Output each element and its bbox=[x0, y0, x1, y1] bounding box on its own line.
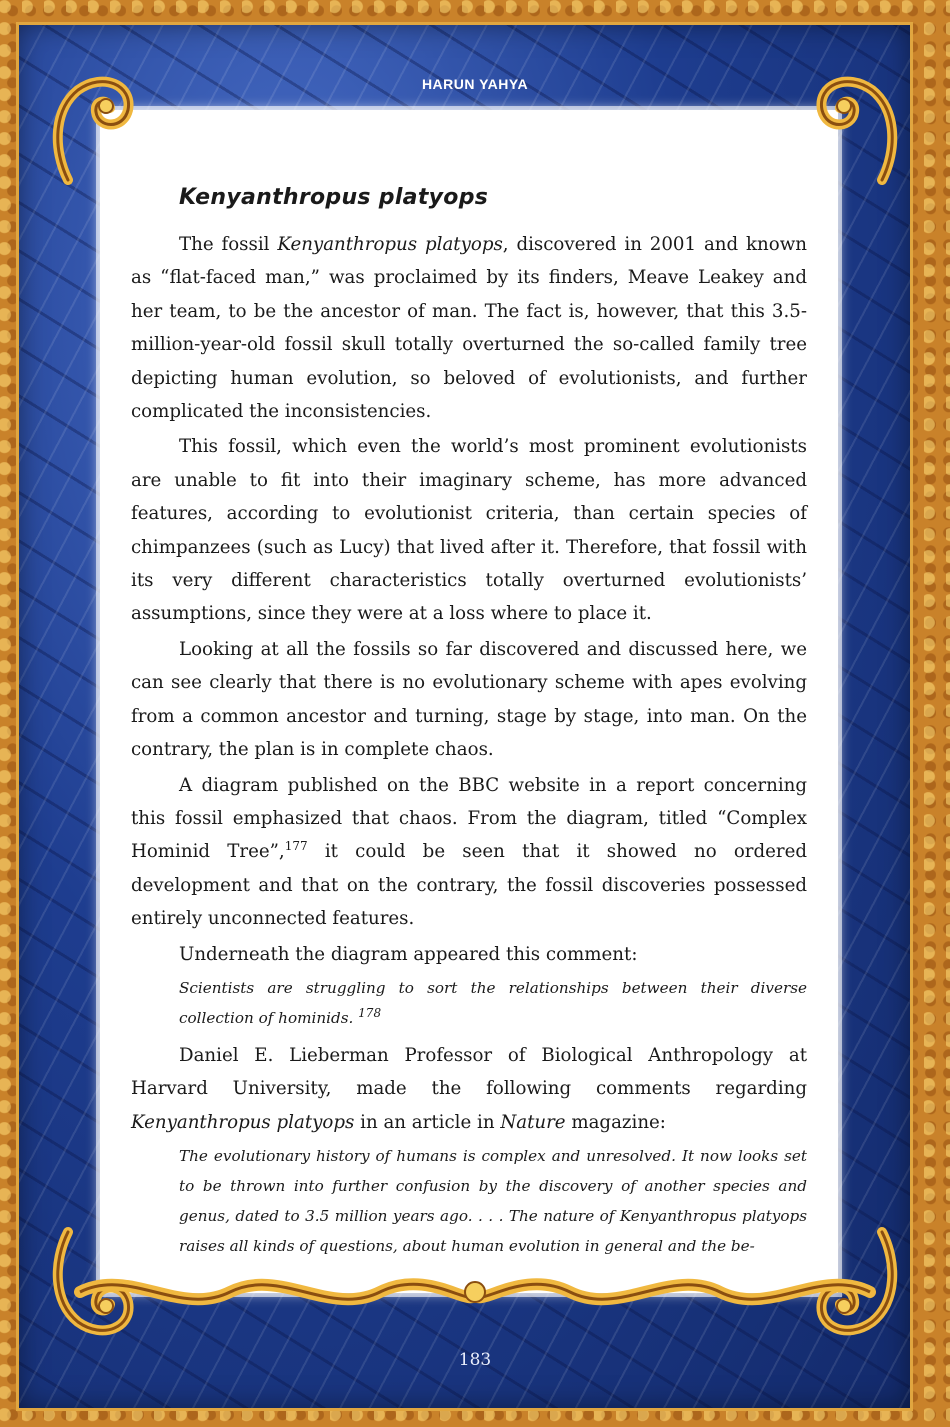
corner-scroll-ornament bbox=[812, 70, 902, 190]
bottom-ornament-bar bbox=[70, 1262, 880, 1322]
paragraph: Daniel E. Lieberman Professor of Biological Anthropology at Harvard University, made the following comments regarding Kenyanthropus platyops in an article in Nature magazine: bbox=[131, 1044, 807, 1133]
paragraph: The fossil Kenyanthropus platyops, discovered in 2001 and known as “flat-faced man,” was proclaimed by its finders, Meave Leakey and her team, to be the ancestor of man. The fact is, however, that this 3.5-million-year-old fossil skull totally overturned the so-called family tree depicting human evolution, so beloved of evolutionists, and further complicated the inconsistencies. bbox=[131, 234, 807, 423]
article-content bbox=[131, 185, 807, 1267]
running-header: HARUN YAHYA bbox=[421, 76, 529, 92]
section-title: Kenyanthropus platyops bbox=[179, 185, 489, 210]
paragraph: This fossil, which even the world’s most prominent evolutionists are unable to fit into their imaginary scheme, has more advanced features, according to evolutionist criteria, than certain species of chimpanzees (such as Lucy) that lived after it. Therefore, that fossil with its very different characteristics totally overturned evolutionists’ assumptions, since they were at a loss where to place it. bbox=[131, 436, 807, 625]
paragraph: Looking at all the fossils so far discovered and discussed here, we can see clearly that there is no evolutionary scheme with apes evolving from a common ancestor and turning, stage by stage, into man. On the contrary, the plan is in complete chaos. bbox=[131, 638, 807, 761]
footnote-ref: 178 bbox=[358, 1005, 382, 1020]
corner-scroll-ornament bbox=[48, 70, 138, 190]
block-quote: Scientists are struggling to sort the relationships between their diverse collection of hominids. $^{178}$ bbox=[179, 978, 807, 1027]
page-number: 183 bbox=[458, 1350, 492, 1370]
footnote-ref: 177 bbox=[284, 839, 308, 854]
block-quote: The evolutionary history of humans is complex and unresolved. It now looks set to be thrown into further confusion by the discovery of another species and genus, dated to 3.5 million years ago. . . . The nature of Kenyanthropus platyops raises all kinds of questions, about human evolution in general and the be- bbox=[179, 1147, 807, 1256]
paragraph: A diagram published on the BBC website in a report concerning this fossil emphasized that chaos. From the diagram, titled “Complex Hominid Tree”,$^{177}$ it could be seen that it showed no ordered development and that on the contrary, the fossil discoveries possessed entirely unconnected features. bbox=[131, 774, 808, 930]
paragraph: Underneath the diagram appeared this comment: bbox=[179, 943, 638, 965]
